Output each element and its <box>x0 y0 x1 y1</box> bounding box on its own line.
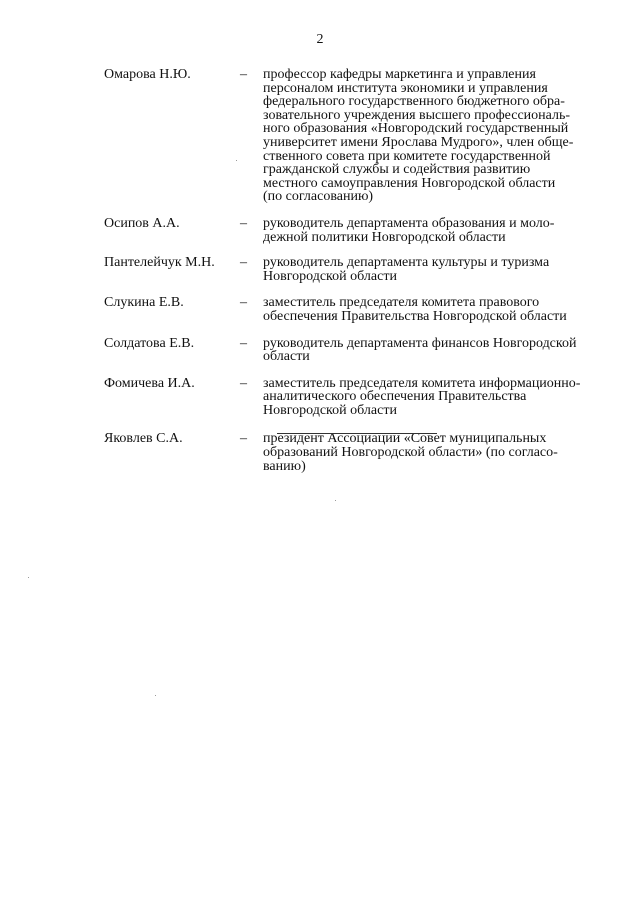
scan-speck <box>155 695 156 696</box>
member-name: Фомичева И.А. <box>104 375 195 391</box>
member-entry <box>0 217 640 244</box>
member-dash: – <box>240 375 247 391</box>
member-description: заместитель председателя комитета информационно- аналитического обеспечения Правительства Новгородской области <box>263 375 581 418</box>
member-list <box>0 68 640 485</box>
member-entry <box>0 68 640 204</box>
member-dash: – <box>240 215 247 231</box>
member-description: президент Ассоциации «Совет муниципальных образований Новгородской области» (по согласо- ванию) <box>263 431 558 474</box>
member-dash: – <box>240 67 247 82</box>
member-entry <box>0 337 640 364</box>
member-entry <box>0 432 640 473</box>
member-description: профессор кафедры маркетинга и управления персоналом института экономики и управления федерального государственного бюджетного обра- зовательного учреждения высшего профессиональ- ного образования «Новгородский государственный университет имени Ярослава Мудрого», член обще- ственного совета при комитете государственной гражданской службы и содействия развитию местного самоуправления Новгородской области (по согласованию) <box>263 67 574 205</box>
member-description: руководитель департамента культуры и туризма Новгородской области <box>263 255 550 284</box>
member-description: руководитель департамента финансов Новгородской области <box>263 335 577 365</box>
member-dash: – <box>240 335 247 351</box>
scan-speck <box>28 577 29 578</box>
member-name: Осипов А.А. <box>104 215 180 231</box>
scan-speck <box>335 500 336 501</box>
member-dash: – <box>240 431 247 447</box>
member-description: руководитель департамента образования и моло- дежной политики Новгородской области <box>263 215 555 245</box>
page-number: 2 <box>316 32 324 47</box>
member-entry <box>0 256 640 283</box>
member-dash: – <box>240 255 247 271</box>
member-name: Яковлев С.А. <box>104 431 183 447</box>
member-name: Слукина Е.В. <box>104 295 184 311</box>
member-description: заместитель председателя комитета правового обеспечения Правительства Новгородской области <box>263 295 567 324</box>
member-name: Солдатова Е.В. <box>104 335 195 351</box>
closing-rule <box>277 433 437 434</box>
scan-speck <box>236 160 237 161</box>
member-entry <box>0 377 640 418</box>
member-dash: – <box>240 295 247 311</box>
member-entry <box>0 296 640 323</box>
member-name: Омарова Н.Ю. <box>104 67 191 82</box>
member-name: Пантелейчук М.Н. <box>104 255 215 271</box>
